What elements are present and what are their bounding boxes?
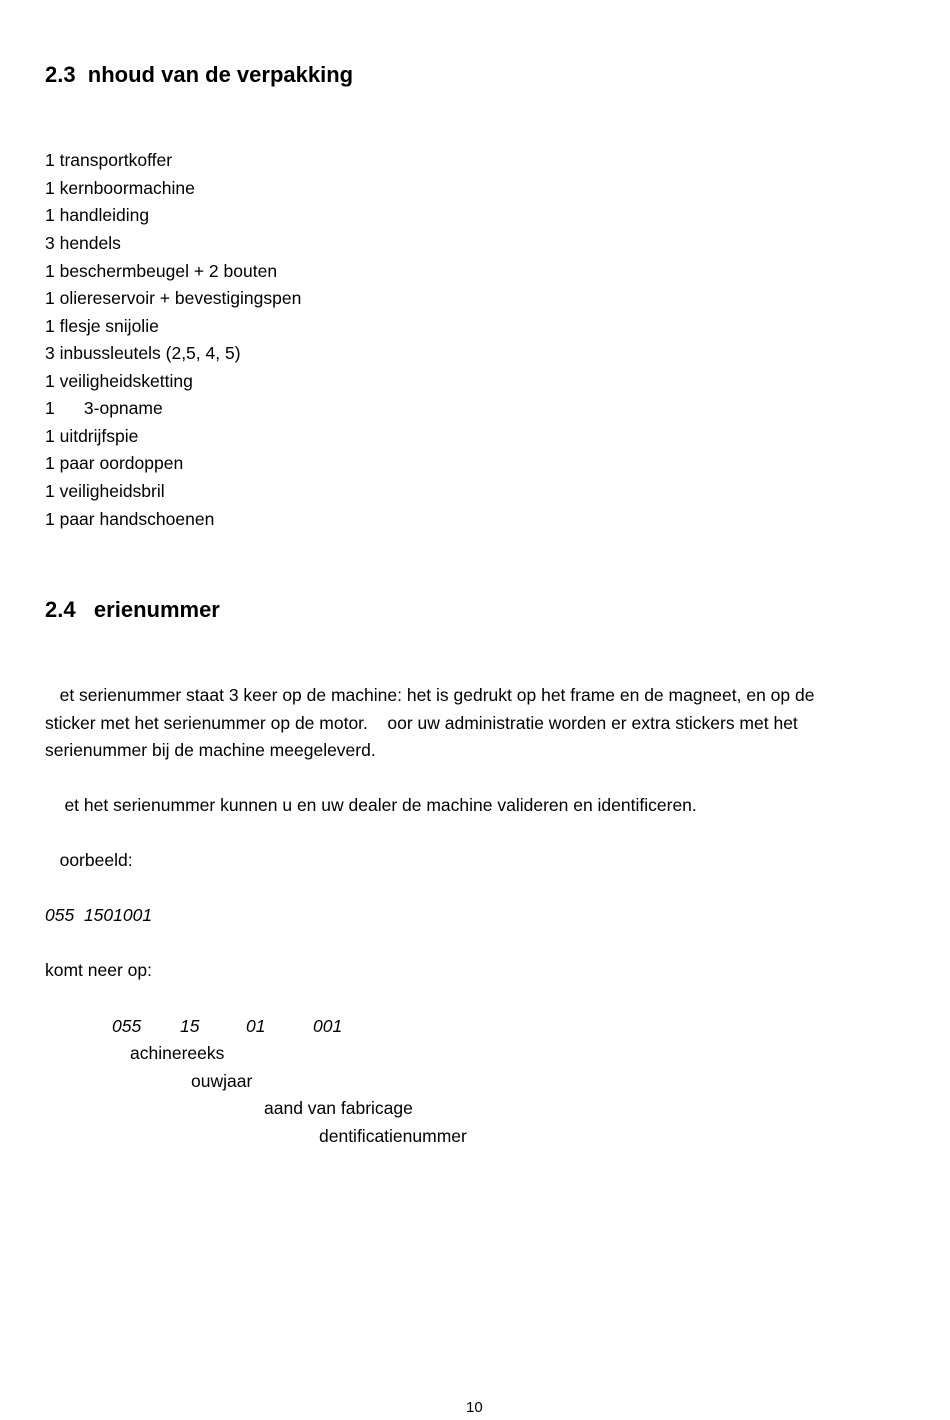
page-number: 10 xyxy=(466,1399,483,1416)
list-item: 1 transportkoffer xyxy=(45,150,173,170)
list-item: 1 beschermbeugel + 2 bouten xyxy=(45,261,278,281)
list-item: 1 handleiding xyxy=(45,205,150,225)
serial-part-label: ouwjaar xyxy=(191,1071,253,1091)
list-item: 1 veiligheidsbril xyxy=(45,481,165,501)
serial-part-label: dentificatienummer xyxy=(319,1126,467,1146)
paragraph-line: serienummer bij de machine meegeleverd. xyxy=(45,740,376,760)
list-item: 3 hendels xyxy=(45,233,121,253)
serial-part-label: aand van fabricage xyxy=(264,1098,413,1118)
list-item: 1 kernboormachine xyxy=(45,178,195,198)
serial-part: 001 xyxy=(313,1016,343,1036)
list-item: 3 inbussleutels (2,5, 4, 5) xyxy=(45,343,241,363)
example-serial: 055 1501001 xyxy=(45,905,153,925)
serial-part: 01 xyxy=(246,1016,266,1036)
list-item: 1 oliereservoir + bevestigingspen xyxy=(45,288,302,308)
serial-part: 055 xyxy=(112,1016,142,1036)
section-heading-2-4: 2.4 erienummer xyxy=(45,597,220,622)
comes-down-to-label: komt neer op: xyxy=(45,960,152,980)
example-label: oorbeeld: xyxy=(45,850,133,870)
serial-part-label: achinereeks xyxy=(130,1043,225,1063)
paragraph-line: et serienummer staat 3 keer op de machine: het is gedrukt op het frame en de magneet, en op de xyxy=(45,685,815,705)
list-item: 1 3-opname xyxy=(45,398,163,418)
section-heading-2-3: 2.3 nhoud van de verpakking xyxy=(45,62,354,87)
validation-paragraph: et het serienummer kunnen u en uw dealer de machine valideren en identificeren. xyxy=(45,795,697,815)
list-item: 1 uitdrijfspie xyxy=(45,426,139,446)
list-item: 1 veiligheidsketting xyxy=(45,371,193,391)
serial-part: 15 xyxy=(180,1016,200,1036)
list-item: 1 flesje snijolie xyxy=(45,316,159,336)
list-item: 1 paar oordoppen xyxy=(45,453,184,473)
paragraph-line: sticker met het serienummer op de motor. oor uw administratie worden er extra stickers met het xyxy=(45,713,798,733)
list-item: 1 paar handschoenen xyxy=(45,509,215,529)
